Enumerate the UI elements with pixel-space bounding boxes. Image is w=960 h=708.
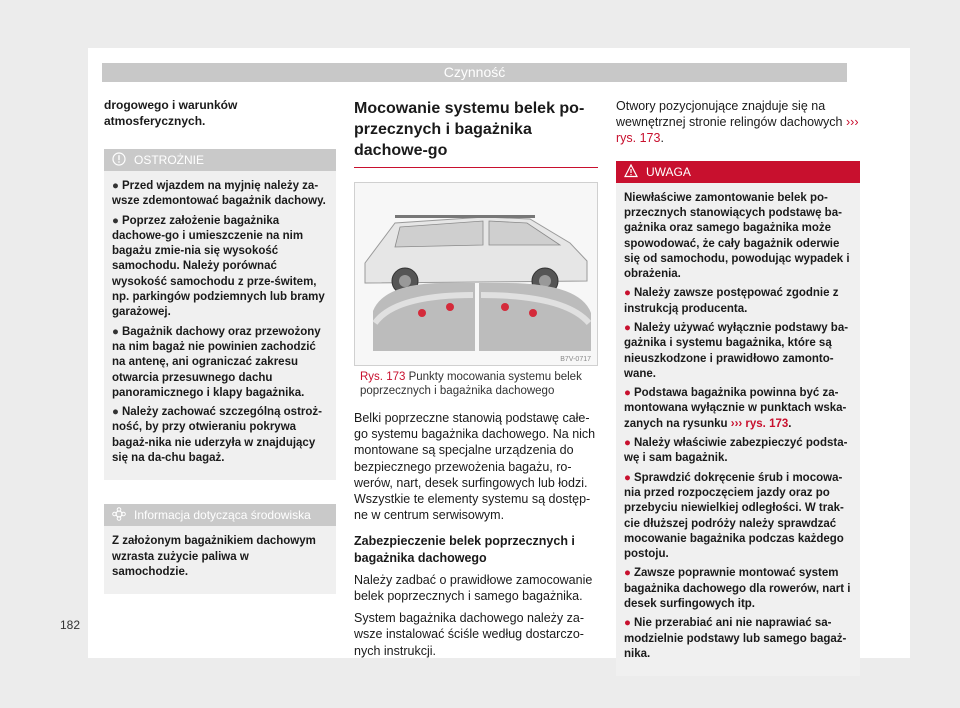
subheading: Zabezpieczenie belek poprzecznych i bagażnika dachowego <box>354 534 575 565</box>
environment-body <box>104 526 336 594</box>
bullet-icon: ● <box>112 325 119 338</box>
caution-box <box>104 149 336 480</box>
warning-item: ● Należy zawsze postępować zgodnie z instrukcją producenta. <box>624 287 839 315</box>
figure-code: B7V-0717 <box>560 356 591 363</box>
caution-header <box>104 149 336 171</box>
bullet-icon: ● <box>624 287 631 300</box>
figure-caption <box>360 370 598 398</box>
info-circle-icon <box>112 152 128 168</box>
environment-box <box>104 504 336 594</box>
paragraph: Belki poprzeczne stanowią podstawę całe-go systemu bagażnika dachowego. Na nich montowane są specjalne urządzenia do bezpiecznego przewożenia bagażu, ro-werów, nart, desek surfingowych lub łodzi. Wszystkie te elementy systemu są dostęp-ne w centrum serwisowym. <box>354 411 596 523</box>
warning-intro: Niewłaściwe zamontowanie belek po-przecznych stanowiących podstawę ba-gażnika oraz samego bagażnika może spowodować, że cały bagażnik oderwie się od samochodu, powodując wypadek i obrażenia. <box>624 191 850 281</box>
mount-point <box>446 303 454 311</box>
bullet-icon: ● <box>112 180 119 192</box>
bullet-icon: ● <box>624 321 631 334</box>
environment-text: Z założonym bagażnikiem dachowym wzrasta zużycie paliwa w samochodzie. <box>112 535 316 578</box>
caution-item: ● Należy zachować szczególną ostroż-ność, by przy otwieraniu pokrywa bagaż-nika nie uderzyła w znajdujący się na da-chu bagaż. <box>112 406 322 465</box>
caption-ref: Rys. 173 <box>360 371 406 383</box>
environment-header <box>104 504 336 526</box>
bullet-icon: ● <box>112 214 119 227</box>
bullet-icon: ● <box>624 437 631 450</box>
figure-link[interactable]: ››› rys. 173 <box>616 115 859 146</box>
paragraph: Otwory pozycjonujące znajduje się na wewnętrznej stronie relingów dachowych ››› rys. 173. <box>616 99 859 146</box>
page-header: Czynność <box>102 63 847 82</box>
warning-item: ● Należy używać wyłącznie podstawy ba-gażnika i systemu bagażnika, które są nieuszkodzone i prawidłowo zamonto-wane. <box>624 321 849 380</box>
bullet-icon: ● <box>624 617 631 630</box>
caution-title: OSTROŻNIE <box>134 153 205 167</box>
mount-point <box>501 303 509 311</box>
bullet-icon: ● <box>112 406 119 419</box>
warning-item: ● Nie przerabiać ani nie naprawiać sa-modzielnie podstawy lub samego bagaż-nika. <box>624 617 847 660</box>
car-roof-illustration <box>355 183 597 365</box>
page-number: 182 <box>60 618 81 632</box>
intro-text: drogowego i warunków atmosferycznych. <box>104 98 238 128</box>
caption-text: Punkty mocowania systemu belek poprzecznych i bagażnika dachowego <box>360 371 582 397</box>
column-middle <box>354 98 598 659</box>
bullet-icon: ● <box>624 387 631 400</box>
warning-item: ● Zawsze poprawnie montować system bagażnika dachowego dla rowerów, nart i desek surfingowych itp. <box>624 567 851 611</box>
paragraph: Należy zadbać o prawidłowe zamocowanie belek poprzecznych i samego bagażnika. <box>354 572 593 604</box>
column-left <box>104 98 336 594</box>
warning-header <box>616 161 860 183</box>
warning-body <box>616 183 860 677</box>
warning-item: ● Podstawa bagażnika powinna być za-montowana wyłącznie w punktach wska-zanych na rysunku ››› rys. 173. <box>624 387 847 430</box>
environment-title: Informacja dotycząca środowiska <box>134 508 311 523</box>
bullet-icon: ● <box>624 567 631 580</box>
warning-item: ● Należy właściwie zabezpieczyć podsta-wę i sam bagażnik. <box>624 437 848 465</box>
warning-triangle-icon <box>624 164 640 180</box>
mount-point <box>529 309 537 317</box>
warning-item: ● Sprawdzić dokręcenie śrub i mocowa-nia przed rozpoczęciem jazdy oraz po przebyciu niewielkiej odległości. W trak-cie dłuższej podróży należy sprawdzać mocowanie bagażnika podczas każdego postoju. <box>624 471 844 561</box>
warning-box <box>616 161 860 677</box>
caution-body <box>104 171 336 480</box>
figure-link[interactable]: ››› rys. 173 <box>730 417 789 430</box>
leaf-icon <box>112 507 128 523</box>
column-right <box>616 98 860 676</box>
caution-item: ● Bagażnik dachowy oraz przewożony na nim bagaż nie powinien zachodzić na antenę, ani ograniczać zakresu otwarcia przesuwnego dachu panoramicznego i klapy bagażnika. <box>112 325 321 399</box>
caution-item: ● Poprzez założenie bagażnika dachowe-go i umieszczenie na nim bagażu zmie-nia się wysokość samochodu. Należy porównać wysokość samochodu z prze-świtem, np. parkingów podziemnych lub bramy garażowej. <box>112 214 325 319</box>
section-title: Mocowanie systemu belek po-przecznych i bagażnika dachowe-go <box>354 98 598 168</box>
figure-173 <box>354 182 598 366</box>
warning-title: UWAGA <box>646 164 691 179</box>
caution-item: ● Przed wjazdem na myjnię należy za-wsze zdemontować bagażnik dachowy. <box>112 180 326 208</box>
paragraph: System bagażnika dachowego należy za-wsze instalować ściśle według dostarczo-nych instrukcji. <box>354 611 584 658</box>
bullet-icon: ● <box>624 471 631 484</box>
manual-page <box>88 48 910 658</box>
mount-point <box>418 309 426 317</box>
